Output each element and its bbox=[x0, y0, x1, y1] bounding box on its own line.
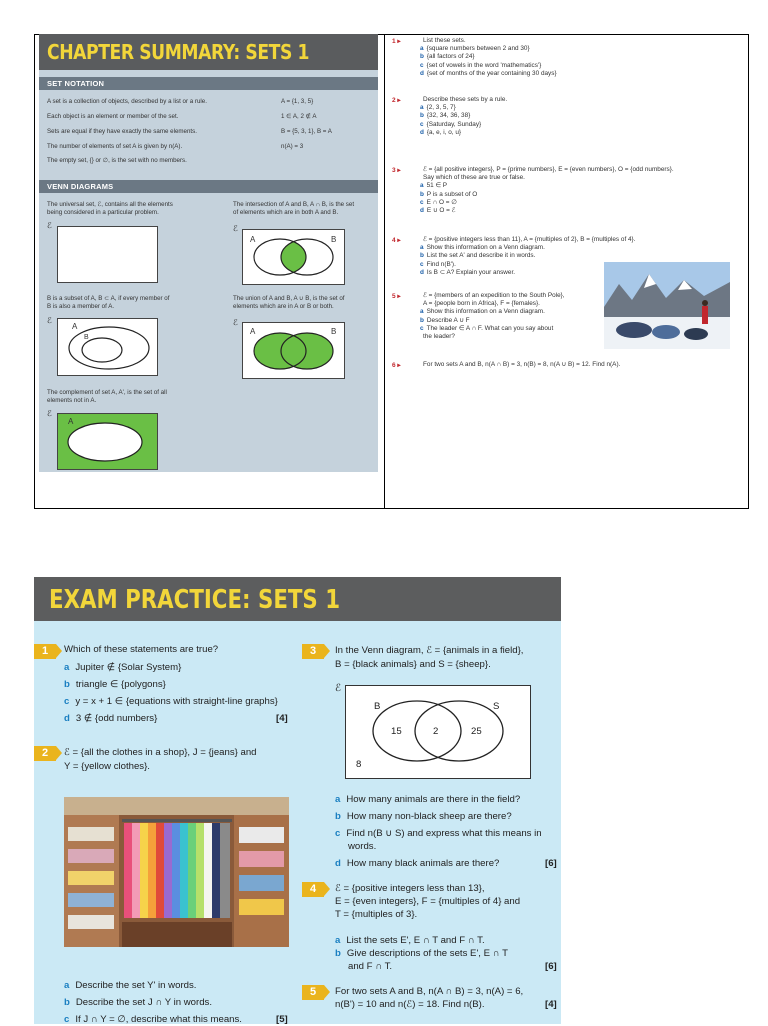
exercise-line-text: E ∪ O = ℰ bbox=[426, 207, 456, 214]
exercise-line bbox=[420, 317, 470, 325]
q3-stem: B = {black animals} and S = {sheep}. bbox=[335, 659, 491, 670]
notation-example: A = {1, 3, 5} bbox=[281, 98, 314, 105]
notation-example: B = {5, 3, 1}, B = A bbox=[281, 128, 332, 135]
complement-text: elements not in A. bbox=[47, 397, 97, 404]
part-letter: a bbox=[335, 794, 341, 805]
exercise-line-text: Is B ⊂ A? Explain your answer. bbox=[426, 268, 516, 276]
q4-stem: E = {even integers}, F = {multiples of 4} and bbox=[335, 896, 521, 907]
exercise-line bbox=[420, 361, 620, 369]
exercise-line-text: Describe these sets by a rule. bbox=[423, 96, 508, 103]
exercise-line-text: P is a subset of O bbox=[426, 190, 478, 198]
exercise-line-text: {a, e, i, o, u} bbox=[426, 128, 462, 136]
exercise-line-text: E ∩ O = ∅ bbox=[426, 198, 457, 206]
q2-marks: [5] bbox=[276, 1014, 288, 1025]
q1-stem: Which of these statements are true? bbox=[64, 644, 219, 655]
intersection-text: of elements which are in both A and B. bbox=[233, 209, 339, 216]
q3-part-continued: words. bbox=[348, 841, 377, 852]
part-letter: a bbox=[335, 935, 341, 946]
exercise-line-text: The leader ∈ A ∩ F. What can you say about bbox=[426, 324, 554, 332]
exercise-number: 1 ▸ bbox=[392, 38, 401, 45]
part-letter: c bbox=[64, 696, 70, 707]
notation-text: The number of elements of set A is given by n(A). bbox=[47, 143, 183, 150]
notation-example: 1 ∈ A, 2 ∉ A bbox=[281, 113, 317, 120]
union-text: elements which are in A or B or both. bbox=[233, 303, 334, 310]
part-letter: a bbox=[64, 980, 70, 991]
exercise-part-letter: c bbox=[420, 61, 424, 69]
universal-symbol: ℰ bbox=[47, 316, 52, 325]
exercise-part-letter: a bbox=[420, 182, 424, 190]
part-letter: b bbox=[335, 948, 341, 959]
exercise-line-text: For two sets A and B, n(A ∩ B) = 3, n(B) = 8, n(A ∪ B) = 12. Find n(A). bbox=[423, 361, 621, 368]
set-a-label: A bbox=[250, 327, 256, 336]
q2-part bbox=[64, 996, 212, 1009]
exercise-number: 3 ▸ bbox=[392, 167, 401, 174]
q3-part bbox=[335, 810, 512, 823]
part-letter: d bbox=[64, 713, 70, 724]
set-b-label: B bbox=[331, 327, 337, 336]
exercise-line bbox=[420, 129, 461, 137]
exercise-line bbox=[420, 333, 455, 341]
exercise-part-letter: b bbox=[420, 252, 424, 260]
venn-region-outside: 8 bbox=[356, 759, 362, 770]
exercise-part-letter: c bbox=[420, 198, 424, 206]
set-a-label: A bbox=[250, 235, 256, 244]
exercise-part-letter: d bbox=[420, 69, 424, 77]
exercise-line bbox=[420, 70, 557, 78]
exercise-line bbox=[420, 236, 635, 244]
part-text: How many black animals are there? bbox=[346, 858, 500, 869]
exercise-line-text: {2, 3, 5, 7} bbox=[426, 104, 456, 112]
q5-stem: n(B') = 10 and n(ℰ) = 18. Find n(B). bbox=[335, 999, 485, 1010]
exercise-part-letter: a bbox=[420, 45, 424, 53]
universal-symbol: ℰ bbox=[335, 683, 342, 694]
q3-stem: In the Venn diagram, ℰ = {animals in a field}, bbox=[335, 645, 524, 656]
exercise-number: 5 ▸ bbox=[392, 293, 401, 300]
exercise-line-text: {set of vowels in the word 'mathematics'} bbox=[426, 61, 542, 69]
venn-diagrams-heading: VENN DIAGRAMS bbox=[47, 182, 114, 191]
exercise-line-text: ℰ = {members of an expedition to the South Pole}, bbox=[423, 292, 565, 299]
part-letter: b bbox=[64, 997, 70, 1008]
subset-text: B is also a member of A. bbox=[47, 303, 115, 310]
exercise-part-letter: b bbox=[420, 112, 424, 120]
question-number-badge: 5 bbox=[302, 985, 324, 1000]
exercise-line-text: Show this information on a Venn diagram. bbox=[426, 244, 545, 252]
exercise-part-letter: b bbox=[420, 53, 424, 61]
exercise-line bbox=[420, 325, 553, 333]
exercise-line-text: ℰ = {positive integers less than 11}, A = {multiples of 2}, B = {multiples of 4}. bbox=[423, 236, 636, 243]
exercise-line-text: 51 ∈ P bbox=[426, 182, 448, 190]
exercise-line bbox=[420, 45, 530, 53]
exercise-part-letter: d bbox=[420, 128, 424, 136]
set-a-label: A bbox=[68, 417, 74, 426]
universal-symbol: ℰ bbox=[47, 409, 52, 418]
part-text: How many animals are there in the field? bbox=[346, 794, 521, 805]
exercise-line bbox=[420, 53, 475, 61]
part-letter: b bbox=[335, 811, 341, 822]
notation-text: Each object is an element or member of the set. bbox=[47, 113, 179, 120]
exercise-part-letter: b bbox=[420, 190, 424, 198]
exercise-line bbox=[420, 191, 477, 199]
set-b-label: B bbox=[84, 334, 89, 341]
exercise-line bbox=[420, 121, 481, 129]
expedition-photo bbox=[604, 262, 730, 349]
exercise-line-text: Describe A ∪ F bbox=[426, 316, 470, 324]
intersection-text: The intersection of A and B, A ∩ B, is the set bbox=[233, 201, 355, 208]
universal-symbol: ℰ bbox=[233, 318, 238, 327]
column-divider bbox=[384, 34, 385, 509]
venn-label-s: S bbox=[493, 701, 500, 712]
set-a-label: A bbox=[72, 322, 78, 331]
part-letter: a bbox=[64, 662, 70, 673]
part-text: Describe the set Y' in words. bbox=[75, 980, 197, 991]
exercise-line bbox=[420, 244, 545, 252]
question-number-badge: 2 bbox=[34, 746, 56, 761]
part-text: Find n(B ∪ S) and express what this means in bbox=[346, 828, 542, 839]
q1-part bbox=[64, 712, 157, 725]
universal-symbol: ℰ bbox=[233, 224, 238, 233]
q1-part bbox=[64, 695, 278, 708]
exercise-line-text: {all factors of 24} bbox=[426, 53, 475, 61]
part-text: triangle ∈ {polygons} bbox=[75, 679, 166, 690]
q5-marks: [4] bbox=[545, 999, 557, 1010]
exercise-line-text: Say which of these are true or false. bbox=[423, 174, 525, 182]
exercise-line-text: List these sets. bbox=[423, 37, 466, 44]
exercise-number: 6 ▸ bbox=[392, 362, 401, 369]
q1-marks: [4] bbox=[276, 713, 288, 724]
question-number-badge: 4 bbox=[302, 882, 324, 897]
exercise-line-text: the leader? bbox=[423, 333, 455, 340]
exercise-line-text: {32, 34, 36, 38} bbox=[426, 112, 471, 120]
universal-set-text: being considered in a particular problem. bbox=[47, 209, 159, 216]
exercise-number: 2 ▸ bbox=[392, 97, 401, 104]
part-text: How many non-black sheep are there? bbox=[346, 811, 512, 822]
intersection-diagram bbox=[242, 229, 345, 285]
notation-text: Sets are equal if they have exactly the same elements. bbox=[47, 128, 197, 135]
part-letter: c bbox=[64, 1014, 70, 1025]
q4-part-continued: and F ∩ T. bbox=[348, 961, 393, 972]
exercise-line-text: A = {people born in Africa}, F = {females}. bbox=[423, 300, 540, 308]
q4-stem: ℰ = {positive integers less than 13}, bbox=[335, 883, 485, 894]
exercise-line bbox=[420, 308, 545, 316]
venn-region-s-only: 25 bbox=[471, 726, 482, 737]
part-text: If J ∩ Y = ∅, describe what this means. bbox=[75, 1014, 242, 1025]
exercise-line bbox=[420, 112, 470, 120]
question-number-badge: 3 bbox=[302, 644, 324, 659]
exercise-part-letter: d bbox=[420, 207, 424, 214]
exercise-line bbox=[420, 104, 456, 112]
exercise-line bbox=[420, 182, 447, 190]
exercise-part-letter: a bbox=[420, 244, 424, 252]
exercise-line bbox=[420, 252, 535, 260]
exercise-line bbox=[420, 96, 507, 104]
exercise-part-letter: b bbox=[420, 316, 424, 324]
exercise-part-letter: c bbox=[420, 324, 424, 332]
q3-part bbox=[335, 793, 520, 806]
exercise-part-letter: c bbox=[420, 260, 424, 268]
q1-part bbox=[64, 678, 166, 691]
universal-set-diagram bbox=[57, 226, 158, 283]
subset-text: B is a subset of A, B ⊂ A, if every member of bbox=[47, 295, 170, 302]
notation-text: A set is a collection of objects, described by a list or a rule. bbox=[47, 98, 207, 105]
part-text: 3 ∉ {odd numbers} bbox=[75, 713, 158, 724]
exercise-line bbox=[420, 269, 515, 277]
exercise-line bbox=[420, 300, 540, 308]
part-letter: d bbox=[335, 858, 341, 869]
q4-stem: T = {multiples of 3}. bbox=[335, 909, 418, 920]
q5-stem: For two sets A and B, n(A ∩ B) = 3, n(A) = 6, bbox=[335, 986, 524, 997]
exercise-line bbox=[420, 174, 525, 182]
q2-part bbox=[64, 979, 196, 992]
clothes-shop-photo bbox=[64, 797, 289, 947]
part-text: Jupiter ∉ {Solar System} bbox=[75, 662, 182, 673]
universal-set-text: The universal set, ℰ, contains all the elements bbox=[47, 201, 173, 208]
exercise-line-text: {square numbers between 2 and 30} bbox=[426, 45, 530, 53]
venn-label-b: B bbox=[374, 701, 381, 712]
q1-part bbox=[64, 661, 181, 674]
exercise-line bbox=[420, 207, 456, 215]
exercise-line-text: Find n(B'). bbox=[426, 260, 456, 268]
union-diagram bbox=[242, 322, 345, 379]
notation-example: n(A) = 3 bbox=[281, 143, 304, 150]
exercise-part-letter: d bbox=[420, 268, 424, 276]
union-text: The union of A and B, A ∪ B, is the set of bbox=[233, 295, 345, 302]
part-text: Describe the set J ∩ Y in words. bbox=[75, 997, 212, 1008]
exercise-line-text: {set of months of the year containing 30 days} bbox=[426, 69, 557, 77]
exercise-line-text: {Saturday, Sunday} bbox=[426, 120, 482, 128]
exercise-number: 4 ▸ bbox=[392, 237, 401, 244]
q3-marks: [6] bbox=[545, 858, 557, 869]
part-text: y = x + 1 ∈ {equations with straight-line graphs} bbox=[75, 696, 278, 707]
q2-stem: ℰ = {all the clothes in a shop}, J = {jeans} and bbox=[64, 747, 257, 758]
q2-part bbox=[64, 1013, 242, 1026]
exercise-line-text: List the set A' and describe it in words. bbox=[426, 252, 536, 260]
set-notation-heading: SET NOTATION bbox=[47, 79, 105, 88]
exercise-line bbox=[420, 292, 565, 300]
part-text: List the sets E', E ∩ T and F ∩ T. bbox=[346, 935, 485, 946]
part-text: Give descriptions of the sets E', E ∩ T bbox=[346, 948, 508, 959]
part-letter: b bbox=[64, 679, 70, 690]
exercise-part-letter: c bbox=[420, 120, 424, 128]
exercise-line-text: ℰ = {all positive integers}, P = {prime numbers}, E = {even numbers}, O = {odd numbers}. bbox=[423, 166, 674, 173]
chapter-summary-title: CHAPTER SUMMARY: SETS 1 bbox=[47, 40, 310, 64]
part-letter: c bbox=[335, 828, 341, 839]
venn-region-both: 2 bbox=[433, 726, 439, 737]
q4-part bbox=[335, 947, 508, 960]
set-b-label: B bbox=[331, 235, 337, 244]
exercise-line-text: Show this information on a Venn diagram. bbox=[426, 308, 545, 316]
q3-part bbox=[335, 827, 542, 840]
exercise-line bbox=[420, 261, 456, 269]
complement-text: The complement of set A, A', is the set of all bbox=[47, 389, 167, 396]
q3-part bbox=[335, 857, 499, 870]
exercise-line bbox=[420, 37, 466, 45]
exercise-line bbox=[420, 199, 457, 207]
exam-practice-title: EXAM PRACTICE: SETS 1 bbox=[49, 585, 341, 615]
q4-marks: [6] bbox=[545, 961, 557, 972]
question-number-badge: 1 bbox=[34, 644, 56, 659]
notation-text: The empty set, {} or ∅, is the set with no members. bbox=[47, 157, 187, 164]
venn-region-b-only: 15 bbox=[391, 726, 402, 737]
universal-symbol: ℰ bbox=[47, 221, 52, 230]
exercise-part-letter: a bbox=[420, 104, 424, 112]
q2-stem: Y = {yellow clothes}. bbox=[64, 761, 150, 772]
exercise-part-letter: a bbox=[420, 308, 424, 316]
q4-part bbox=[335, 934, 485, 947]
exercise-line bbox=[420, 62, 541, 70]
exercise-line bbox=[420, 166, 674, 174]
